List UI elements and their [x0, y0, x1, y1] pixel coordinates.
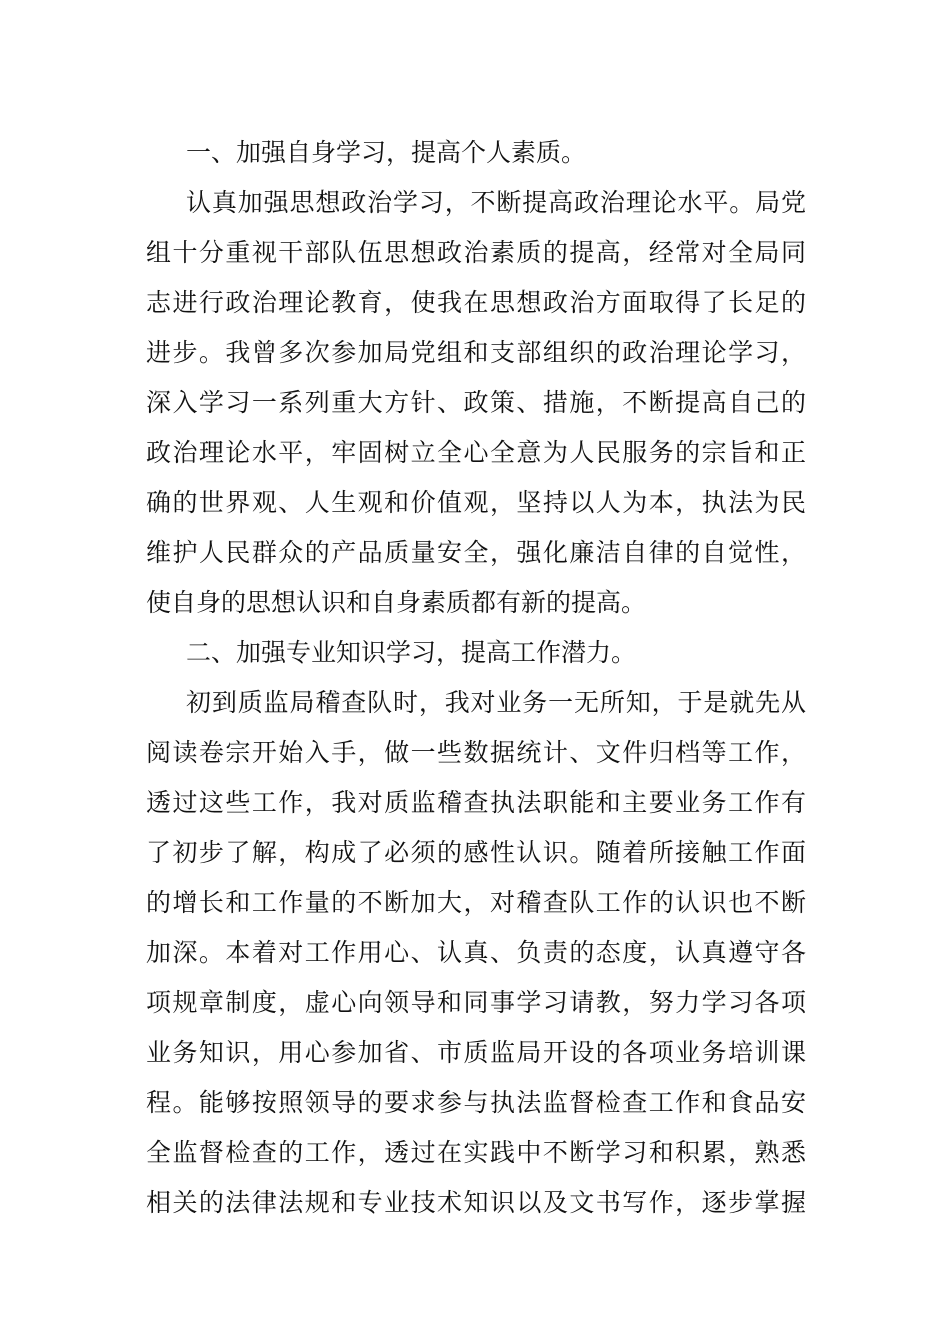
- paragraph-1-line-8: 维护人民群众的产品质量安全，强化廉洁自律的自觉性，: [146, 538, 806, 567]
- section-heading-2: 二、加强专业知识学习，提高工作潜力。: [186, 638, 637, 667]
- section-heading-1: 一、加强自身学习，提高个人素质。: [186, 138, 587, 167]
- paragraph-2-line-11: 相关的法律法规和专业技术知识以及文书写作，逐步掌握: [146, 1188, 806, 1217]
- paragraph-2-line-6: 加深。本着对工作用心、认真、负责的态度，认真遵守各: [146, 938, 806, 967]
- paragraph-2-line-10: 全监督检查的工作，透过在实践中不断学习和积累，熟悉: [146, 1138, 806, 1167]
- paragraph-1-line-9: 使自身的思想认识和自身素质都有新的提高。: [146, 588, 647, 617]
- paragraph-2-line-4: 了初步了解，构成了必须的感性认识。随着所接触工作面: [146, 838, 806, 867]
- paragraph-2-line-5: 的增长和工作量的不断加大，对稽查队工作的认识也不断: [146, 888, 806, 917]
- paragraph-1-line-4: 进步。我曾多次参加局党组和支部组织的政治理论学习，: [146, 338, 806, 367]
- paragraph-1-line-3: 志进行政治理论教育，使我在思想政治方面取得了长足的: [146, 288, 806, 317]
- paragraph-2-line-8: 业务知识，用心参加省、市质监局开设的各项业务培训课: [146, 1038, 806, 1067]
- paragraph-1-line-1: 认真加强思想政治学习，不断提高政治理论水平。局党: [186, 188, 806, 217]
- paragraph-2-line-9: 程。能够按照领导的要求参与执法监督检查工作和食品安: [146, 1088, 806, 1117]
- paragraph-2-line-2: 阅读卷宗开始入手，做一些数据统计、文件归档等工作，: [146, 738, 806, 767]
- paragraph-2-line-1: 初到质监局稽查队时，我对业务一无所知，于是就先从: [186, 688, 806, 717]
- paragraph-1-line-7: 确的世界观、人生观和价值观，坚持以人为本，执法为民: [146, 488, 806, 517]
- paragraph-1-line-6: 政治理论水平，牢固树立全心全意为人民服务的宗旨和正: [146, 438, 806, 467]
- paragraph-1-line-5: 深入学习一系列重大方针、政策、措施，不断提高自己的: [146, 388, 806, 417]
- paragraph-1-line-2: 组十分重视干部队伍思想政治素质的提高，经常对全局同: [146, 238, 806, 267]
- document-body: [146, 128, 806, 1228]
- paragraph-2-line-3: 透过这些工作，我对质监稽查执法职能和主要业务工作有: [146, 788, 806, 817]
- paragraph-2-line-7: 项规章制度，虚心向领导和同事学习请教，努力学习各项: [146, 988, 806, 1017]
